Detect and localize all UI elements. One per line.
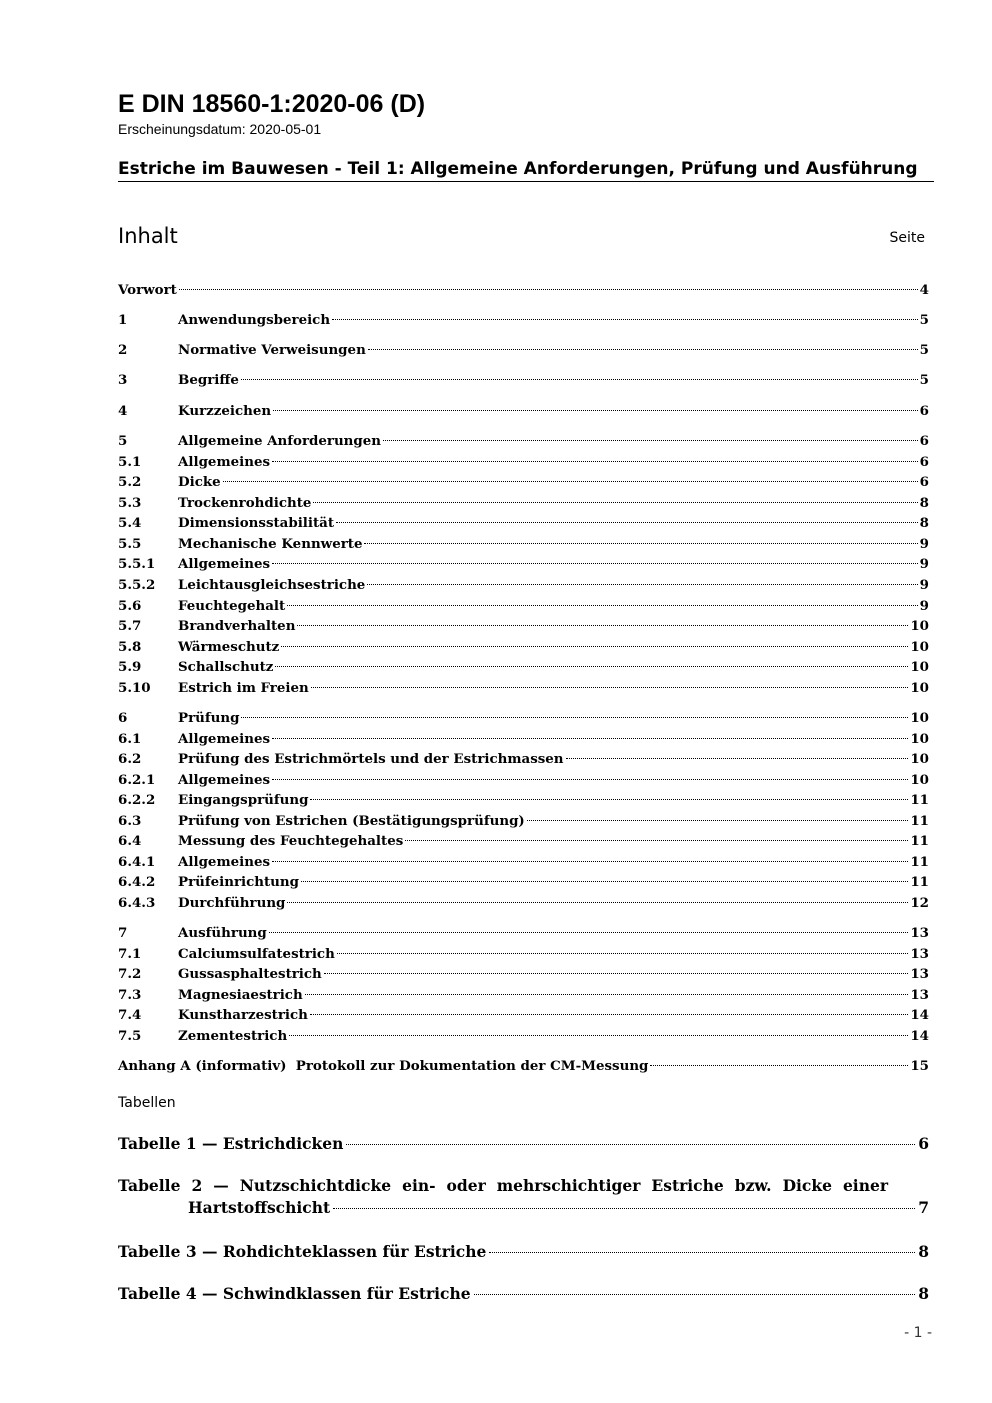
toc-entry[interactable] (118, 964, 929, 984)
toc-entry-number: 5.5 (118, 536, 142, 552)
toc-leader (364, 543, 917, 544)
toc-entry[interactable] (118, 944, 929, 964)
toc-leader (489, 1252, 915, 1253)
toc-entry-page: 14 (910, 1028, 929, 1044)
toc-entry-page: 11 (910, 813, 929, 829)
toc-entry-page: 8 (919, 495, 929, 511)
toc-leader (289, 1035, 908, 1036)
toc-leader (346, 1144, 915, 1145)
toc-entry-page: 6 (919, 403, 929, 419)
toc-leader (272, 563, 918, 564)
toc-entry[interactable] (118, 340, 929, 360)
toc-entry-label: Dicke (178, 474, 221, 490)
toc-entry-number: 3 (118, 372, 128, 388)
toc-entry-page: 12 (910, 895, 929, 911)
toc-entry-label: Estrich im Freien (178, 680, 309, 696)
toc-entry-label: Wärmeschutz (178, 639, 280, 655)
toc-entry-label: Brandverhalten (178, 618, 296, 634)
toc-leader (272, 779, 908, 780)
toc-entry[interactable] (118, 831, 929, 851)
toc-entry-label: Allgemeines (178, 854, 271, 870)
toc-entry-page: 6 (919, 433, 929, 449)
toc-leader (287, 605, 917, 606)
toc-entry-page: 5 (919, 312, 929, 328)
toc-entry[interactable] (118, 1005, 929, 1025)
toc-leader (305, 994, 909, 995)
toc-leader (301, 881, 908, 882)
toc-entry[interactable] (118, 852, 929, 872)
toc-entry-page: 6 (919, 454, 929, 470)
toc-entry-number: 6.1 (118, 731, 142, 747)
toc-entry[interactable] (118, 657, 929, 677)
toc-entry-label: Kunstharzestrich (178, 1007, 308, 1023)
toc-entry-number: 5.6 (118, 598, 142, 614)
toc-entry-number: 5.5.2 (118, 577, 156, 593)
toc-entry-number: 5.5.1 (118, 556, 156, 572)
toc-entry-number: 6.4 (118, 833, 142, 849)
toc-entry-number: 7 (118, 925, 128, 941)
toc-entry[interactable] (118, 370, 929, 390)
toc-entry-page: 10 (910, 772, 929, 788)
toc-leader (241, 379, 918, 380)
page-number: - 1 - (904, 1325, 932, 1341)
tables-caption: Tabellen (118, 1095, 176, 1111)
document-id: E DIN 18560-1:2020-06 (D) (118, 90, 426, 118)
table-entry-label: Tabelle 4 — Schwindklassen für Estriche (118, 1284, 471, 1303)
table-entry-page: 8 (918, 1242, 929, 1261)
toc-leader (281, 646, 908, 647)
toc-entry[interactable] (118, 452, 929, 472)
toc-entry[interactable] (118, 678, 929, 698)
table-entry-label: Hartstoffschicht (188, 1198, 331, 1217)
toc-entry-number: 2 (118, 342, 128, 358)
toc-entry-number: 7.5 (118, 1028, 142, 1044)
toc-entry-page: 13 (910, 987, 929, 1003)
toc-entry-label: Dimensionsstabilität (178, 515, 335, 531)
toc-entry-number: 5.10 (118, 680, 151, 696)
table-list-entry[interactable] (118, 1283, 929, 1305)
table-entry-page: 8 (918, 1284, 929, 1303)
toc-leader (405, 840, 908, 841)
toc-entry-label: Prüfung des Estrichmörtels und der Estrichmassen (178, 751, 564, 767)
toc-entry[interactable] (118, 872, 929, 892)
toc-leader (566, 758, 909, 759)
toc-entry[interactable] (118, 811, 929, 831)
toc-entry-number: 5 (118, 433, 128, 449)
toc-entry[interactable] (118, 729, 929, 749)
toc-entry-page: 10 (910, 659, 929, 675)
toc-entry[interactable] (118, 985, 929, 1005)
toc-leader (310, 799, 908, 800)
toc-entry-page: 11 (910, 833, 929, 849)
toc-entry-page: 13 (910, 925, 929, 941)
toc-entry[interactable] (118, 575, 929, 595)
toc-entry-number: 6.2.2 (118, 792, 156, 808)
toc-entry-number: 7.3 (118, 987, 142, 1003)
toc-entry[interactable] (118, 493, 929, 513)
toc-entry-number: 6.2.1 (118, 772, 156, 788)
toc-entry-annex[interactable] (118, 1056, 929, 1076)
toc-leader (474, 1294, 916, 1295)
toc-entry-page: 10 (910, 751, 929, 767)
toc-entry-page: 8 (919, 515, 929, 531)
toc-entry[interactable] (118, 893, 929, 913)
toc-entry-page: 13 (910, 966, 929, 982)
toc-leader (383, 440, 918, 441)
toc-entry-page: 11 (910, 854, 929, 870)
toc-entry-number: 7.1 (118, 946, 142, 962)
toc-entry-page: 5 (919, 342, 929, 358)
toc-leader (650, 1065, 908, 1066)
toc-entry-label: Zementestrich (178, 1028, 288, 1044)
toc-entry-page: 5 (919, 372, 929, 388)
toc-entry-label: Anhang A (informativ) Protokoll zur Dokumentation der CM-Messung (118, 1058, 649, 1074)
toc-entry-number: 5.3 (118, 495, 142, 511)
toc-leader (269, 932, 909, 933)
toc-entry-label: Allgemeines (178, 772, 271, 788)
toc-entry-number: 7.4 (118, 1007, 142, 1023)
toc-entry-number: 6.2 (118, 751, 142, 767)
toc-entry-label: Trockenrohdichte (178, 495, 312, 511)
toc-entry-number: 5.1 (118, 454, 142, 470)
toc-entry-label: Allgemeines (178, 556, 271, 572)
toc-entry-label: Schallschutz (178, 659, 274, 675)
toc-entry[interactable] (118, 554, 929, 574)
toc-entry-number: 6.4.2 (118, 874, 156, 890)
toc-leader (272, 861, 908, 862)
toc-entry-page: 9 (919, 536, 929, 552)
toc-entry-page: 10 (910, 731, 929, 747)
toc-leader (272, 461, 918, 462)
toc-leader (367, 584, 917, 585)
table-entry-label: Tabelle 3 — Rohdichteklassen für Estriche (118, 1242, 487, 1261)
toc-entry[interactable] (118, 749, 929, 769)
toc-entry-label: Anwendungsbereich (178, 312, 331, 328)
toc-leader (368, 349, 918, 350)
toc-entry-label: Calciumsulfatestrich (178, 946, 335, 962)
toc-entry[interactable] (118, 431, 929, 451)
toc-entry-page: 10 (910, 710, 929, 726)
toc-entry-number: 5.4 (118, 515, 142, 531)
contents-heading: Inhalt (118, 224, 178, 248)
toc-entry-label: Kurzzeichen (178, 403, 272, 419)
toc-leader (324, 973, 909, 974)
toc-entry-label: Eingangsprüfung (178, 792, 309, 808)
toc-entry-page: 9 (919, 556, 929, 572)
toc-leader (223, 481, 918, 482)
toc-leader (272, 738, 908, 739)
toc-entry-number: 5.2 (118, 474, 142, 490)
toc-entry[interactable] (118, 534, 929, 554)
toc-entry[interactable] (118, 280, 929, 300)
toc-entry-number: 6.4.1 (118, 854, 156, 870)
toc-leader (287, 902, 908, 903)
toc-entry[interactable] (118, 637, 929, 657)
toc-entry-page: 6 (919, 474, 929, 490)
publication-date: Erscheinungsdatum: 2020-05-01 (118, 121, 322, 137)
toc-entry-number: 1 (118, 312, 128, 328)
toc-leader (337, 953, 909, 954)
toc-leader (332, 319, 918, 320)
toc-entry-number: 5.9 (118, 659, 142, 675)
toc-entry-number: 5.8 (118, 639, 142, 655)
toc-entry-page: 11 (910, 874, 929, 890)
toc-entry-number: 6.4.3 (118, 895, 156, 911)
toc-entry[interactable] (118, 513, 929, 533)
toc-leader (313, 502, 917, 503)
toc-entry-number: 6.3 (118, 813, 142, 829)
toc-entry[interactable] (118, 596, 929, 616)
toc-entry-page: 4 (919, 282, 929, 298)
toc-entry[interactable] (118, 790, 929, 810)
toc-entry-page: 9 (919, 598, 929, 614)
toc-entry-number: 6 (118, 710, 128, 726)
toc-entry-page: 10 (910, 618, 929, 634)
toc-entry-label: Allgemeine Anforderungen (178, 433, 382, 449)
toc-entry-label: Feuchtegehalt (178, 598, 286, 614)
toc-entry-label: Vorwort (118, 282, 177, 298)
toc-entry-page: 9 (919, 577, 929, 593)
toc-entry-label: Messung des Feuchtegehaltes (178, 833, 404, 849)
toc-entry-page: 11 (910, 792, 929, 808)
toc-entry[interactable] (118, 310, 929, 330)
table-entry-page: 7 (918, 1198, 929, 1217)
document-title: Estriche im Bauwesen - Teil 1: Allgemeine Anforderungen, Prüfung und Ausführung (118, 157, 934, 182)
toc-leader (311, 687, 909, 688)
toc-entry-label: Durchführung (178, 895, 286, 911)
toc-entry-number: 7.2 (118, 966, 142, 982)
toc-leader (179, 289, 918, 290)
toc-entry-page: 10 (910, 639, 929, 655)
toc-leader (310, 1014, 908, 1015)
toc-entry-page: 13 (910, 946, 929, 962)
toc-entry-label: Allgemeines (178, 454, 271, 470)
table-entry-label: Tabelle 1 — Estrichdicken (118, 1134, 344, 1153)
toc-entry-label: Begriffe (178, 372, 239, 388)
page-column-label: Seite (889, 230, 925, 246)
table-list-entry-line1[interactable]: Tabelle 2 — Nutzschichtdicke ein- oder mehrschichtiger Estriche bzw. Dicke einer (118, 1176, 888, 1195)
toc-entry[interactable] (118, 401, 929, 421)
toc-entry-label: Ausführung (178, 925, 267, 941)
toc-entry-label: Magnesiaestrich (178, 987, 303, 1003)
toc-leader (273, 410, 918, 411)
toc-entry-label: Leichtausgleichsestriche (178, 577, 366, 593)
toc-entry-page: 10 (910, 680, 929, 696)
table-list-entry-line2[interactable] (188, 1197, 929, 1219)
toc-entry[interactable] (118, 616, 929, 636)
toc-entry[interactable] (118, 708, 929, 728)
toc-leader (527, 820, 909, 821)
toc-entry-label: Prüfung von Estrichen (Bestätigungsprüfung) (178, 813, 525, 829)
toc-entry-label: Prüfeinrichtung (178, 874, 300, 890)
toc-entry-number: 5.7 (118, 618, 142, 634)
toc-entry-label: Mechanische Kennwerte (178, 536, 363, 552)
toc-entry[interactable] (118, 1026, 929, 1046)
toc-entry-label: Gussasphaltestrich (178, 966, 322, 982)
toc-entry-label: Normative Verweisungen (178, 342, 366, 358)
toc-entry-label: Allgemeines (178, 731, 271, 747)
toc-entry-number: 4 (118, 403, 128, 419)
toc-entry[interactable] (118, 923, 929, 943)
table-list-entry[interactable] (118, 1133, 929, 1155)
toc-leader (275, 666, 908, 667)
toc-entry-page: 15 (910, 1058, 929, 1074)
toc-entry-page: 14 (910, 1007, 929, 1023)
toc-entry[interactable] (118, 472, 929, 492)
toc-entry[interactable] (118, 770, 929, 790)
table-list-entry[interactable] (118, 1241, 929, 1263)
toc-leader (241, 717, 908, 718)
toc-leader (333, 1208, 915, 1209)
table-entry-page: 6 (918, 1134, 929, 1153)
toc-entry-label: Prüfung (178, 710, 240, 726)
toc-leader (297, 625, 908, 626)
toc-leader (336, 522, 918, 523)
